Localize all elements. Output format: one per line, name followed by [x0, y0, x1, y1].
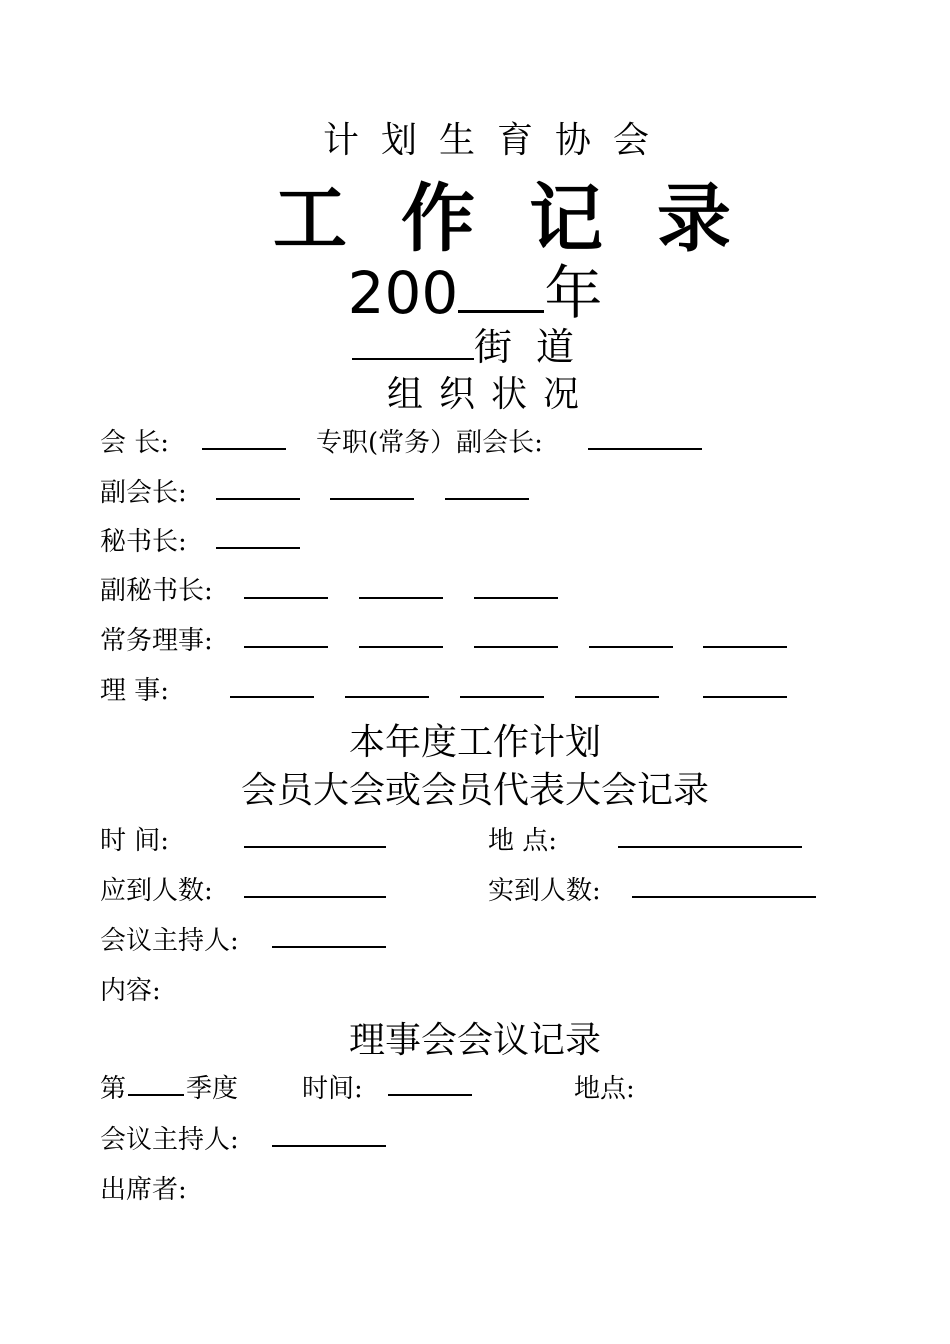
actual-count-blank[interactable] [632, 896, 816, 898]
deputy-secretary-blank[interactable] [474, 597, 558, 599]
standing-director-blank[interactable] [359, 646, 443, 648]
vp-label: 副会长: [100, 478, 187, 508]
secretary-label: 秘书长: [100, 527, 187, 557]
street-line [0, 316, 950, 371]
director-blank[interactable] [703, 696, 787, 698]
annual-plan-heading: 本年度工作计划 [348, 722, 601, 763]
attendees-label: 出席者: [100, 1175, 187, 1205]
director-blank[interactable] [345, 696, 429, 698]
director-blank[interactable] [575, 696, 659, 698]
quarter-suffix: 季度 [186, 1074, 239, 1104]
vp-blank[interactable] [330, 498, 414, 500]
president-label: 会 长: [100, 428, 170, 458]
deputy-secretary-blank[interactable] [359, 597, 443, 599]
meeting-content-label: 内容: [100, 976, 161, 1006]
meeting-host-label: 会议主持人: [100, 926, 239, 956]
meeting-host-blank[interactable] [272, 946, 386, 948]
standing-director-blank[interactable] [474, 646, 558, 648]
standing-director-blank[interactable] [703, 646, 787, 648]
street-suffix: 街道 [473, 325, 598, 369]
exec-vp-label: 专职(常务）副会长: [316, 428, 543, 458]
director-blank[interactable] [230, 696, 314, 698]
meeting-time-blank[interactable] [244, 846, 386, 848]
standing-director-blank[interactable] [589, 646, 673, 648]
meeting-time-label: 时 间: [100, 826, 170, 856]
board-host-label: 会议主持人: [100, 1125, 239, 1155]
director-blank[interactable] [460, 696, 544, 698]
quarter-prefix: 第 [100, 1074, 127, 1104]
members-meeting-heading: 会员大会或会员代表大会记录 [240, 770, 709, 811]
association-name: 计划生育协会 [322, 120, 671, 161]
year-blank[interactable] [458, 264, 544, 313]
year-prefix: 200 [347, 259, 459, 327]
vp-blank[interactable] [445, 498, 529, 500]
board-place-label: 地点: [574, 1074, 635, 1104]
deputy-secretary-label: 副秘书长: [100, 576, 213, 606]
actual-count-label: 实到人数: [488, 876, 601, 906]
standing-director-label: 常务理事: [100, 626, 213, 656]
street-blank[interactable] [352, 328, 474, 360]
board-host-blank[interactable] [272, 1145, 386, 1147]
president-blank[interactable] [202, 448, 286, 450]
director-label: 理 事: [100, 676, 170, 706]
expected-count-blank[interactable] [244, 896, 386, 898]
meeting-place-blank[interactable] [618, 846, 802, 848]
quarter-blank[interactable] [128, 1094, 184, 1096]
document-title: 工作记录 [273, 176, 785, 262]
vp-blank[interactable] [216, 498, 300, 500]
board-time-label: 时间: [302, 1074, 363, 1104]
meeting-place-label: 地 点: [488, 826, 558, 856]
org-heading: 组织状况 [386, 374, 595, 415]
year-suffix: 年 [544, 259, 603, 327]
board-meeting-heading: 理事会会议记录 [348, 1020, 601, 1061]
secretary-blank[interactable] [216, 547, 300, 549]
deputy-secretary-blank[interactable] [244, 597, 328, 599]
expected-count-label: 应到人数: [100, 876, 213, 906]
exec-vp-blank[interactable] [588, 448, 702, 450]
standing-director-blank[interactable] [244, 646, 328, 648]
board-time-blank[interactable] [388, 1094, 472, 1096]
